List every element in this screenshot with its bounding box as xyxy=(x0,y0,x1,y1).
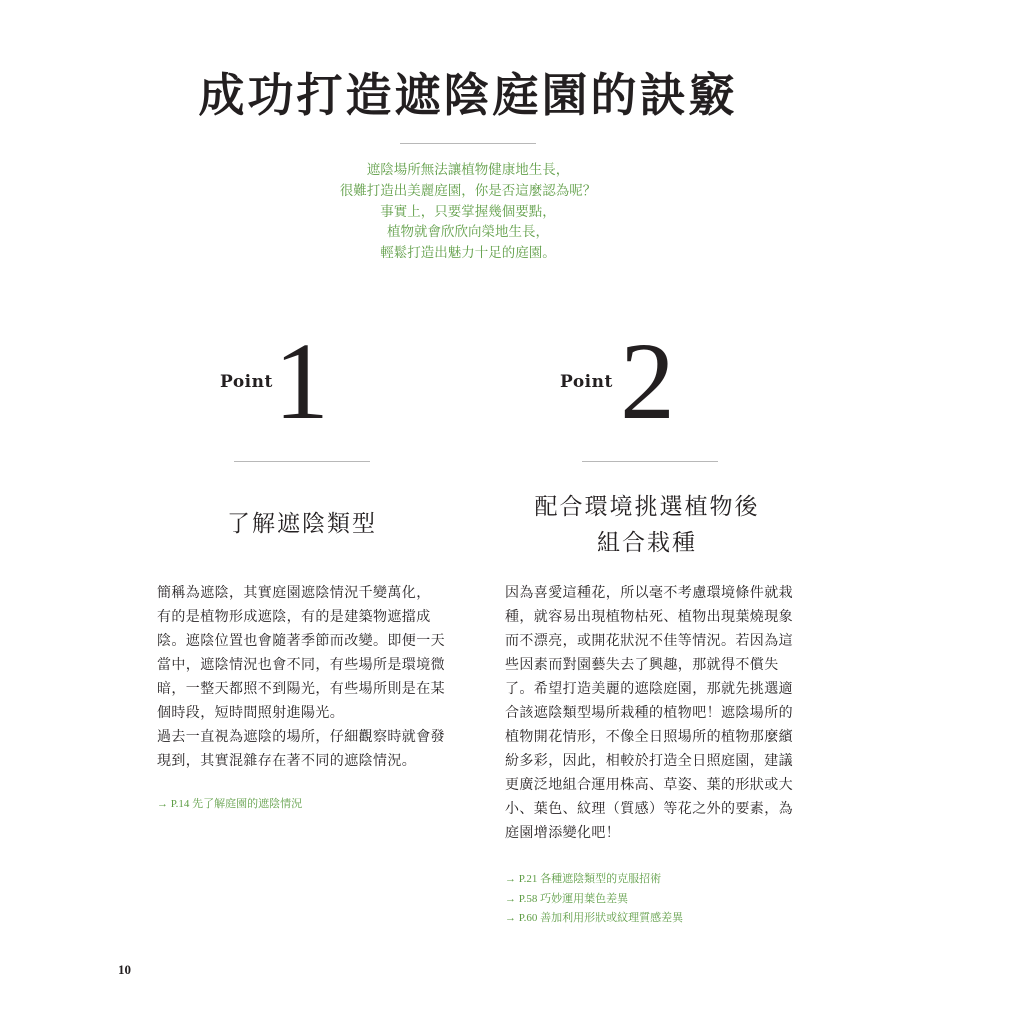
page-reference: → P.14 先了解庭園的遮陰情況 xyxy=(157,798,303,810)
body-line: 個時段，短時間照射進陽光。 xyxy=(157,706,345,721)
intro-line: 很難打造出美麗庭園，你是否這麼認為呢？ xyxy=(339,182,597,198)
intro-line: 遮陰場所無法讓植物健康地生長， xyxy=(366,162,570,177)
point-1-label: Point xyxy=(220,372,273,392)
title-divider xyxy=(400,143,536,144)
point-1-references xyxy=(157,797,302,811)
point-1-heading xyxy=(152,508,452,540)
point-1-divider xyxy=(234,461,370,462)
body-line: 庭園增添變化吧！ xyxy=(505,826,621,841)
body-line: 有的是植物形成遮陰，有的是建築物遮擋成 xyxy=(157,610,431,625)
body-line: 當中，遮陰情況也會不同，有些場所是環境微 xyxy=(157,658,445,673)
body-line: 簡稱為遮陰，其實庭園遮陰情況千變萬化， xyxy=(157,586,431,601)
point-2-heading-line: 配合環境挑選植物後 xyxy=(534,494,760,520)
body-line: 因為喜愛這種花，所以毫不考慮環境條件就栽 xyxy=(505,586,793,601)
page-reference: → P.60 善加利用形狀或紋理質感差異 xyxy=(505,912,684,924)
intro-line: 事實上，只要掌握幾個要點， xyxy=(380,203,556,219)
page-reference: → P.21 各種遮陰類型的克服招術 xyxy=(505,873,662,885)
point-2-number: 2 xyxy=(620,320,675,442)
point-2-heading xyxy=(497,489,797,561)
body-line: 陰。遮陰位置也會隨著季節而改變。即便一天 xyxy=(157,634,445,649)
body-line: 暗，一整天都照不到陽光，有些場所則是在某 xyxy=(157,682,445,697)
point-2-label: Point xyxy=(560,372,613,392)
body-line: 小、葉色、紋理（質感）等花之外的要素，為 xyxy=(505,802,793,817)
body-line: 現到，其實混雜存在著不同的遮陰情況。 xyxy=(157,754,417,769)
point-1-body xyxy=(157,582,449,774)
point-2-divider xyxy=(582,461,718,462)
body-line: 種，就容易出現植物枯死、植物出現葉燒現象 xyxy=(505,610,793,625)
point-1-heading-line: 了解遮陰類型 xyxy=(227,511,377,537)
intro-line: 植物就會欣欣向榮地生長， xyxy=(387,224,549,240)
body-line: 過去一直視為遮陰的場所，仔細觀察時就會發 xyxy=(157,730,445,745)
page-title: 成功打造遮陰庭園的訣竅 xyxy=(198,70,738,121)
body-line: 更廣泛地組合運用株高、草姿、葉的形狀或大 xyxy=(505,778,793,793)
point-2-heading-line: 組合栽種 xyxy=(597,530,697,556)
body-line: 紛多彩，因此，相較於打造全日照庭園，建議 xyxy=(505,754,793,769)
body-line: 了。希望打造美麗的遮陰庭園，那就先挑選適 xyxy=(505,682,793,697)
page-number: 10 xyxy=(118,962,131,977)
page-reference: → P.58 巧妙運用葉色差異 xyxy=(505,892,629,905)
intro-text xyxy=(268,160,668,264)
point-2-body xyxy=(505,582,799,846)
body-line: 些因素而對園藝失去了興趣，那就得不償失 xyxy=(505,658,779,673)
body-line: 合該遮陰類型場所栽種的植物吧！遮陰場所的 xyxy=(505,706,793,721)
point-2-references xyxy=(505,870,683,929)
intro-line: 輕鬆打造出魅力十足的庭園。 xyxy=(380,245,556,261)
body-line: 植物開花情形，不像全日照場所的植物那麼繽 xyxy=(505,730,793,745)
body-line: 而不漂亮，或開花狀況不佳等情況。若因為這 xyxy=(505,634,793,649)
point-1-number: 1 xyxy=(274,320,329,442)
